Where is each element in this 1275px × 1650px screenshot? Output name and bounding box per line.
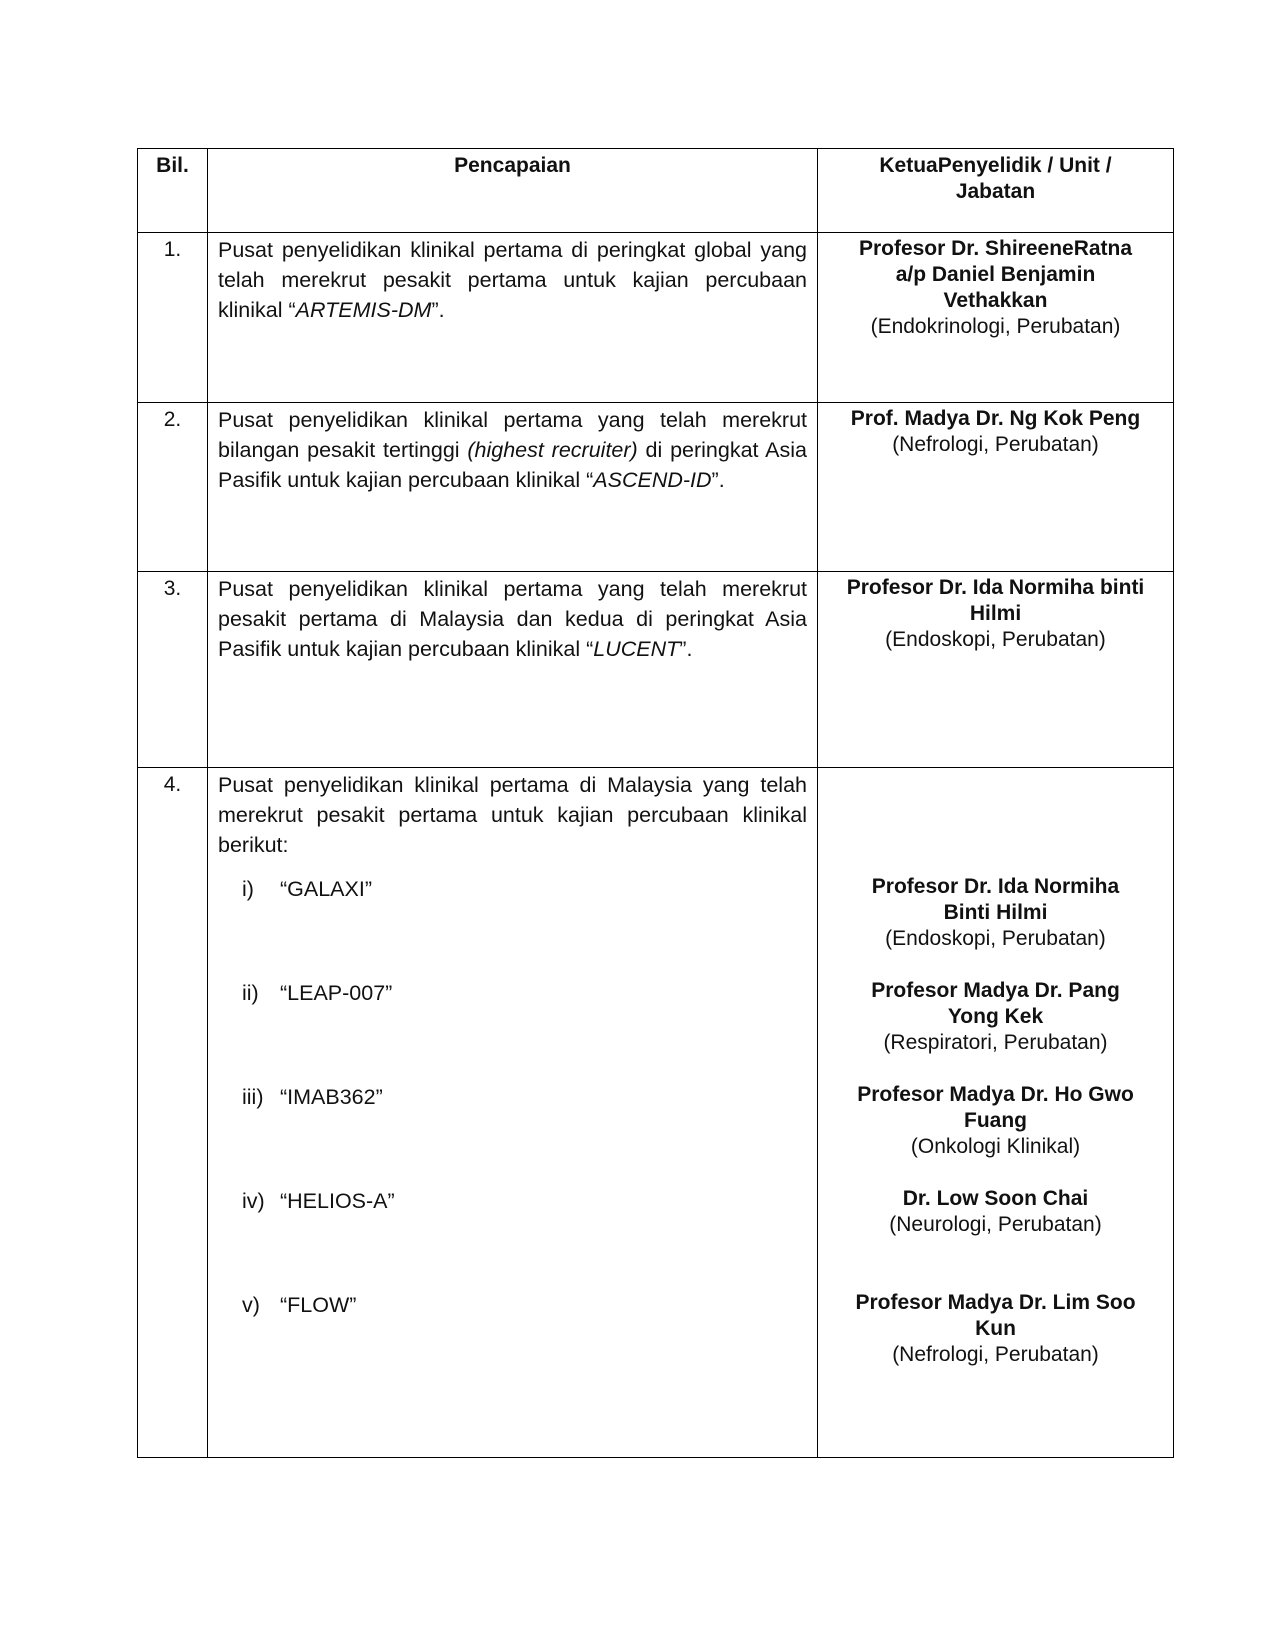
- intro-text: Pusat penyelidikan klinikal pertama di Malaysia yang telah merekrut pesakit pertama untuk kajian percubaan klinikal berikut:: [218, 773, 807, 857]
- row-number: 4.: [138, 768, 208, 1458]
- investigator-cell: [818, 572, 1174, 768]
- investigator-block: [828, 978, 1163, 1082]
- trial-name: “LEAP-007”: [280, 981, 393, 1005]
- roman-numeral: iv): [242, 1189, 265, 1213]
- investigator-name: Profesor Dr. Ida Normiha: [871, 875, 1120, 898]
- investigator-dept: (Neurologi, Perubatan): [889, 1213, 1102, 1236]
- trial-name: “GALAXI”: [280, 877, 372, 901]
- text-part: Pusat penyelidikan klinikal pertama yang telah merekrut bilangan pesakit tertinggi: [218, 408, 807, 462]
- investigator-name: a/p Daniel Benjamin: [895, 263, 1096, 286]
- trial-name: LUCENT: [593, 637, 680, 661]
- investigator-name: Profesor Dr. ShireeneRatna: [858, 237, 1133, 260]
- trial-item: [218, 874, 807, 978]
- table-row: [138, 403, 1174, 572]
- row-number: 1.: [138, 233, 208, 403]
- header-pencapaian: Pencapaian: [208, 149, 818, 233]
- trial-item: [218, 1290, 807, 1394]
- text-part: ”.: [711, 468, 725, 492]
- investigator-name: Fuang: [964, 1109, 1027, 1132]
- roman-numeral: i): [242, 877, 254, 901]
- investigator-name: Yong Kek: [947, 1005, 1044, 1028]
- text-part: ”.: [679, 637, 693, 661]
- investigator-dept: (Nefrologi, Perubatan): [892, 433, 1099, 456]
- investigator-block: [828, 1082, 1163, 1186]
- investigator-name: Profesor Madya Dr. Ho Gwo: [857, 1083, 1134, 1106]
- investigator-name: Binti Hilmi: [943, 901, 1048, 924]
- investigator-dept: (Endoskopi, Perubatan): [885, 628, 1106, 651]
- roman-numeral: ii): [242, 981, 259, 1005]
- investigator-block: [828, 1186, 1163, 1290]
- achievements-table: [137, 148, 1174, 1458]
- highlight-text: (highest recruiter): [467, 438, 638, 462]
- achievement-text: [208, 768, 818, 1458]
- header-row: [138, 149, 1174, 233]
- text-part: di peringkat Asia Pasifik untuk kajian percubaan klinikal “: [218, 438, 807, 492]
- achievement-text: [208, 233, 818, 403]
- trial-name: “IMAB362”: [280, 1085, 383, 1109]
- investigator-name: Profesor Madya Dr. Pang: [871, 979, 1120, 1002]
- header-ketua-line1: KetuaPenyelidik / Unit /: [879, 154, 1112, 177]
- trial-name: “HELIOS-A”: [280, 1189, 395, 1213]
- investigator-cell: [818, 233, 1174, 403]
- investigator-name: Profesor Dr. Ida Normiha binti: [846, 576, 1145, 599]
- text-part: Pusat penyelidikan klinikal pertama di peringkat global yang telah merekrut pesakit pertama untuk kajian percubaan klinikal “: [218, 238, 807, 322]
- investigator-dept: (Onkologi Klinikal): [910, 1135, 1081, 1158]
- investigator-dept: (Endoskopi, Perubatan): [885, 927, 1106, 950]
- investigator-name: Profesor Madya Dr. Lim Soo: [855, 1291, 1136, 1314]
- investigator-name: Dr. Low Soon Chai: [902, 1187, 1089, 1210]
- investigator-block: [828, 874, 1163, 978]
- trial-item: [218, 1186, 807, 1290]
- header-ketua: [818, 149, 1174, 233]
- table-row: [138, 572, 1174, 768]
- roman-numeral: iii): [242, 1085, 264, 1109]
- table-row: [138, 768, 1174, 1458]
- investigator-cell: [818, 768, 1174, 1458]
- trial-item: [218, 978, 807, 1082]
- investigator-dept: (Endokrinologi, Perubatan): [870, 315, 1121, 338]
- investigator-dept: (Respiratori, Perubatan): [883, 1031, 1108, 1054]
- achievement-text: [208, 403, 818, 572]
- investigator-name: Vethakkan: [943, 289, 1048, 312]
- investigator-name: Kun: [975, 1317, 1016, 1340]
- trial-name: ASCEND-ID: [593, 468, 712, 492]
- trial-name: ARTEMIS-DM: [295, 298, 432, 322]
- roman-numeral: v): [242, 1293, 260, 1317]
- investigator-dept: (Nefrologi, Perubatan): [892, 1343, 1099, 1366]
- header-bil: Bil.: [138, 149, 208, 233]
- investigator-block: [828, 1290, 1163, 1394]
- trial-item: [218, 1082, 807, 1186]
- investigator-cell: [818, 403, 1174, 572]
- row-number: 3.: [138, 572, 208, 768]
- investigator-name: Hilmi: [969, 602, 1022, 625]
- text-part: ”.: [431, 298, 445, 322]
- achievement-text: [208, 572, 818, 768]
- row-number: 2.: [138, 403, 208, 572]
- table-row: [138, 233, 1174, 403]
- investigator-name: Prof. Madya Dr. Ng Kok Peng: [850, 407, 1141, 430]
- trial-name: “FLOW”: [280, 1293, 357, 1317]
- header-ketua-line2: Jabatan: [955, 180, 1036, 203]
- text-part: Pusat penyelidikan klinikal pertama yang telah merekrut pesakit pertama di Malaysia dan kedua di peringkat Asia Pasifik untuk kajian percubaan klinikal “: [218, 577, 807, 661]
